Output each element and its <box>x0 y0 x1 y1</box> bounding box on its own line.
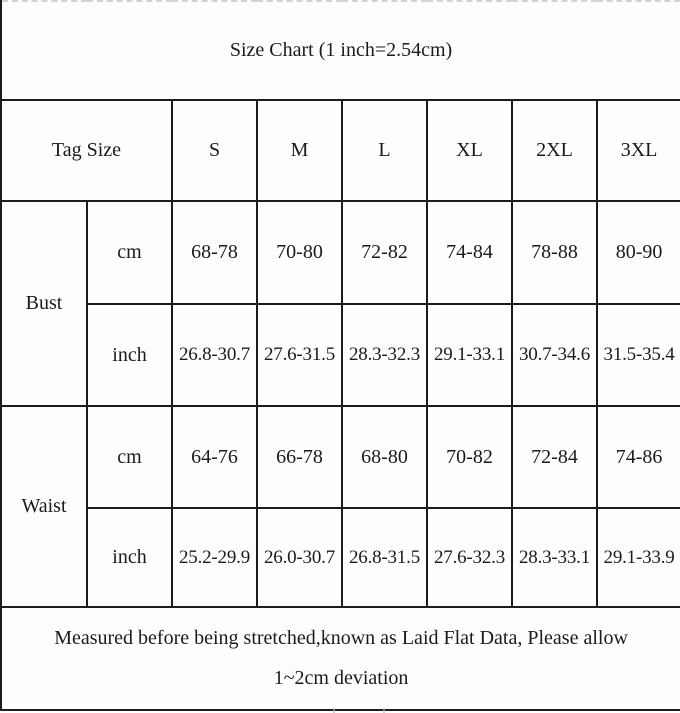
section-label-waist: Waist <box>1 406 87 607</box>
value-cell: 68-78 <box>172 201 257 304</box>
value-cell: 70-80 <box>257 201 342 304</box>
value-cell: 28.3-33.1 <box>512 508 597 607</box>
size-header-m: M <box>257 100 342 201</box>
value-cell: 78-88 <box>512 201 597 304</box>
title-row <box>1 1 680 100</box>
value-cell: 29.1-33.9 <box>597 508 680 607</box>
value-cell: 26.8-30.7 <box>172 304 257 406</box>
value-cell: 80-90 <box>597 201 680 304</box>
value-cell: 29.1-33.1 <box>427 304 512 406</box>
bust-inch-row <box>1 304 680 406</box>
value-cell: 28.3-32.3 <box>342 304 427 406</box>
bust-cm-row <box>1 201 680 304</box>
value-cell: 72-82 <box>342 201 427 304</box>
value-cell: 25.2-29.9 <box>172 508 257 607</box>
measurement-note-line1: Measured before being stretched,known as Laid Flat Data, Please allow <box>54 627 628 649</box>
measurement-note-line2: 1~2cm deviation <box>273 667 409 689</box>
waist-inch-row <box>1 508 680 607</box>
waist-cm-row <box>1 406 680 508</box>
value-cell: 74-84 <box>427 201 512 304</box>
chart-title: Size Chart (1 inch=2.54cm) <box>1 1 680 100</box>
unit-label-waist-cm: cm <box>87 406 172 508</box>
value-cell: 72-84 <box>512 406 597 508</box>
value-cell: 68-80 <box>342 406 427 508</box>
value-cell: 64-76 <box>172 406 257 508</box>
value-cell: 27.6-32.3 <box>427 508 512 607</box>
unit-label-bust-cm: cm <box>87 201 172 304</box>
value-cell: 27.6-31.5 <box>257 304 342 406</box>
value-cell: 30.7-34.6 <box>512 304 597 406</box>
value-cell: 74-86 <box>597 406 680 508</box>
size-header-l: L <box>342 100 427 201</box>
size-header-xl: XL <box>427 100 512 201</box>
size-header-s: S <box>172 100 257 201</box>
value-cell: 26.0-30.7 <box>257 508 342 607</box>
unit-label-bust-inch: inch <box>87 304 172 406</box>
tag-size-label: Tag Size <box>1 100 172 201</box>
bottom-edge-artifact <box>333 708 385 713</box>
value-cell: 26.8-31.5 <box>342 508 427 607</box>
section-label-bust: Bust <box>1 201 87 406</box>
value-cell: 31.5-35.4 <box>597 304 680 406</box>
size-header-row <box>1 100 680 201</box>
size-header-2xl: 2XL <box>512 100 597 201</box>
unit-label-waist-inch: inch <box>87 508 172 607</box>
size-header-3xl: 3XL <box>597 100 680 201</box>
measurement-note <box>1 607 680 710</box>
value-cell: 66-78 <box>257 406 342 508</box>
value-cell: 70-82 <box>427 406 512 508</box>
footer-row <box>1 607 680 710</box>
